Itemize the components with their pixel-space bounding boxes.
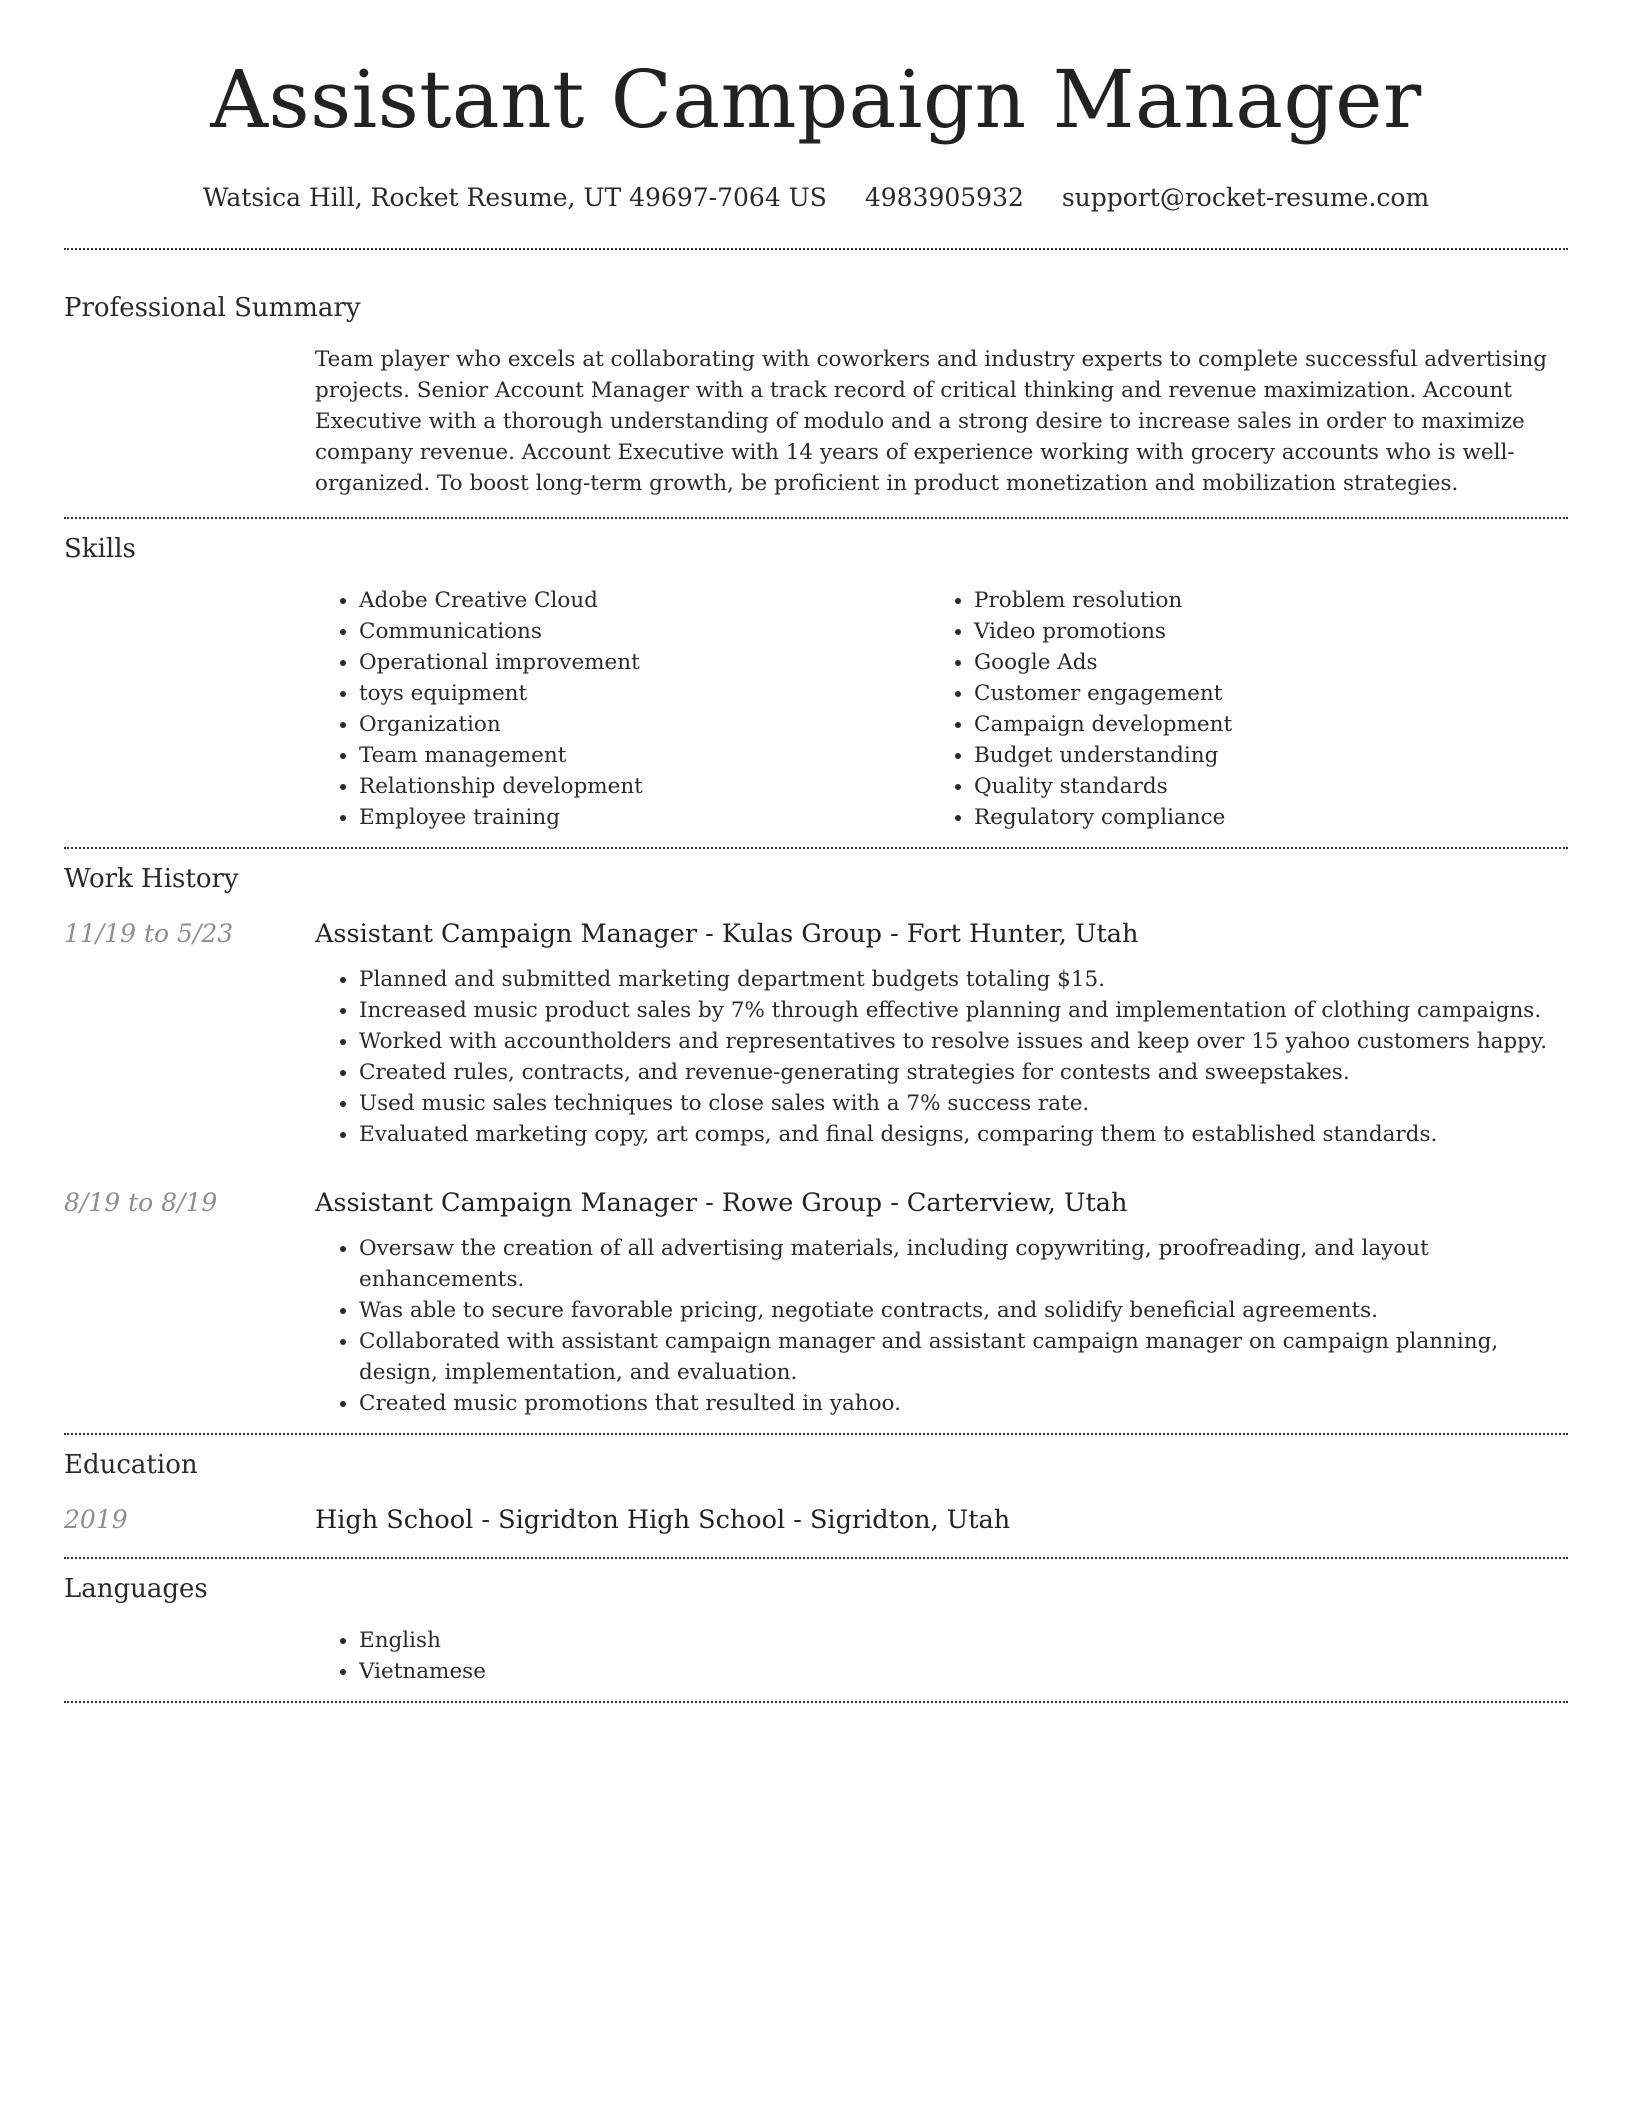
education-body bbox=[315, 1503, 1568, 1537]
job-bullets bbox=[315, 964, 1568, 1150]
skills-section bbox=[64, 519, 1568, 847]
job-body bbox=[315, 1186, 1568, 1419]
languages-section bbox=[64, 1559, 1568, 1701]
skill-item: • Regulatory compliance bbox=[974, 802, 1545, 833]
divider bbox=[64, 1701, 1568, 1703]
job-entry bbox=[64, 1186, 1568, 1419]
work-history-section bbox=[64, 849, 1568, 1433]
languages-heading: Languages bbox=[64, 1574, 208, 1604]
skill-item: • Adobe Creative Cloud bbox=[359, 585, 930, 616]
skill-item: • Google Ads bbox=[974, 647, 1545, 678]
job-heading: Assistant Campaign Manager - Kulas Group - Fort Hunter, Utah bbox=[315, 919, 1139, 949]
skill-item: • Video promotions bbox=[974, 616, 1545, 647]
contact-address: Watsica Hill, Rocket Resume, UT 49697-7064 US bbox=[202, 183, 827, 212]
job-date: 11/19 to 5/23 bbox=[64, 919, 234, 948]
language-item: • Vietnamese bbox=[359, 1656, 1568, 1687]
work-history-heading: Work History bbox=[64, 864, 239, 894]
contact-line bbox=[64, 182, 1568, 214]
job-bullet: • Planned and submitted marketing department budgets totaling $15. bbox=[359, 964, 1568, 995]
skill-item: • Customer engagement bbox=[974, 678, 1545, 709]
languages-list bbox=[315, 1625, 1568, 1701]
skill-item: • Operational improvement bbox=[359, 647, 930, 678]
contact-email: support@rocket-resume.com bbox=[1061, 183, 1430, 212]
skill-item: • Organization bbox=[359, 709, 930, 740]
job-bullet: • Worked with accountholders and representatives to resolve issues and keep over 15 yahoo customers happy. bbox=[359, 1026, 1568, 1057]
skills-column-right bbox=[930, 585, 1545, 833]
job-entry bbox=[64, 917, 1568, 1150]
job-bullet: • Increased music product sales by 7% through effective planning and implementation of clothing campaigns. bbox=[359, 995, 1568, 1026]
job-bullet: • Used music sales techniques to close sales with a 7% success rate. bbox=[359, 1088, 1568, 1119]
skills-grid bbox=[315, 585, 1568, 847]
education-entry bbox=[64, 1503, 1568, 1537]
summary-text: Team player who excels at collaborating with coworkers and industry experts to complete successful advertising projects. Senior Account Manager with a track record of critical thinking and revenue maximization. Account Executive with a thorough understanding of modulo and a strong desire to increase sales in order to maximize company revenue. Account Executive with 14 years of experience working with grocery accounts who is well-organized. To boost long-term growth, be proficient in product monetization and mobilization strategies. bbox=[315, 347, 1548, 496]
skill-item: • Relationship development bbox=[359, 771, 930, 802]
skill-item: • Employee training bbox=[359, 802, 930, 833]
job-bullet: • Collaborated with assistant campaign manager and assistant campaign manager on campaign planning, design, implementation, and evaluation. bbox=[359, 1326, 1568, 1388]
skill-item: • Budget understanding bbox=[974, 740, 1545, 771]
resume-name: Assistant Campaign Manager bbox=[210, 53, 1422, 146]
job-bullets bbox=[315, 1233, 1568, 1419]
job-bullet: • Created rules, contracts, and revenue-generating strategies for contests and sweepstakes. bbox=[359, 1057, 1568, 1088]
skill-item: • Problem resolution bbox=[974, 585, 1545, 616]
skill-item: • Communications bbox=[359, 616, 930, 647]
skill-item: • Campaign development bbox=[974, 709, 1545, 740]
education-heading: Education bbox=[64, 1450, 198, 1480]
skills-heading: Skills bbox=[64, 534, 136, 564]
summary-section bbox=[64, 250, 1568, 517]
job-bullet: • Created music promotions that resulted in yahoo. bbox=[359, 1388, 1568, 1419]
skill-item: • toys equipment bbox=[359, 678, 930, 709]
summary-heading: Professional Summary bbox=[64, 293, 361, 323]
education-heading-line: High School - Sigridton High School - Sigridton, Utah bbox=[315, 1505, 1011, 1535]
education-date: 2019 bbox=[64, 1505, 128, 1534]
job-bullet: • Oversaw the creation of all advertising materials, including copywriting, proofreading, and layout enhancements. bbox=[359, 1233, 1568, 1295]
skill-item: • Quality standards bbox=[974, 771, 1545, 802]
skill-item: • Team management bbox=[359, 740, 930, 771]
job-bullet: • Evaluated marketing copy, art comps, and final designs, comparing them to established standards. bbox=[359, 1119, 1568, 1150]
job-heading: Assistant Campaign Manager - Rowe Group - Carterview, Utah bbox=[315, 1188, 1128, 1218]
job-bullet: • Was able to secure favorable pricing, negotiate contracts, and solidify beneficial agreements. bbox=[359, 1295, 1568, 1326]
skills-column-left bbox=[315, 585, 930, 833]
job-date: 8/19 to 8/19 bbox=[64, 1188, 218, 1217]
contact-phone: 4983905932 bbox=[864, 183, 1024, 212]
language-item: • English bbox=[359, 1625, 1568, 1656]
job-body bbox=[315, 917, 1568, 1150]
education-section bbox=[64, 1435, 1568, 1557]
